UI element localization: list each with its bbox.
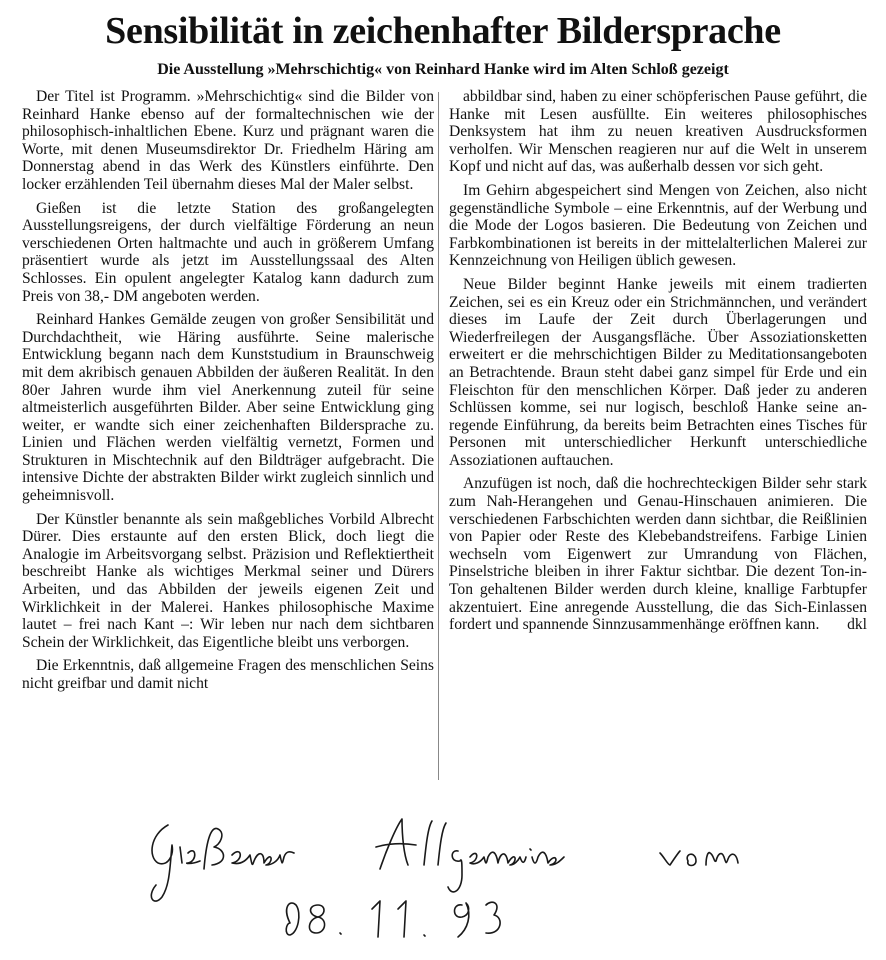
- article-subheadline: Die Ausstellung »Mehrschichtig« von Reinhard Hanke wird im Alten Schloß gezeigt: [157, 61, 729, 78]
- article-column-right: [449, 88, 867, 640]
- paragraph: Der Titel ist Programm. »Mehrschichtig« sind die Bilder von Reinhard Hanke ebenso auf der formaltechnischen wie der philosophisch-inhaltlichen Ebene. Kurz und prägnant waren die Worte, mit denen Museumsdirektor Dr. Friedhelm Häring am Donnerstag abend in das Werk des Künstlers einführte. Den locker erzählenden Teil übernahm dieses Mal der Maler selbst.: [22, 88, 434, 193]
- paragraph-final: [449, 475, 867, 633]
- paragraph: Die Erkenntnis, daß allgemeine Fragen des menschlichen Seins nicht greifbar und damit nicht: [22, 657, 434, 692]
- author-signature: dkl: [847, 616, 867, 634]
- handwriting-drawing: [140, 805, 820, 955]
- article-column-left: [22, 88, 434, 699]
- paragraph: Gießen ist die letzte Station des großangelegten Ausstellungsreigens, der durch vielfältige Förderung an neun verschiedenen Orten haltmachte und auch in größerem Umfang präsentiert wurde als jetzt im Ausstellungssaal des Alten Schlosses. Ein opulent angelegter Katalog kann dadurch zum Preis von 38,- DM angeboten werden.: [22, 199, 434, 305]
- article-headline: Sensibilität in zeichenhafter Bildersprache: [105, 10, 781, 52]
- paragraph: Reinhard Hankes Gemälde zeugen von großer Sensibilität und Durchdachtheit, wie Häring ausführte. Seine malerische Entwicklung begann nach dem Kunststudium in Braunschweig mit dem akribisch genauen Abbilden der äußeren Realität. In den 80er Jahren wurde ihm viel Anerkennung zuteil für seine altmeisterlich ausgeführten Bilder. Aber seine Entwicklung ging weiter, er wandte sich einer zeichenhaften Bildersprache zu. Linien und Flächen werden vielfältig vernetzt, Formen und Strukturen in Mischtechnik auf den Bildträger aufgebracht. Die intensive Dichte der abstrakten Bilder wirkt zugleich sinnlich und geheimnisvoll.: [22, 311, 434, 505]
- paragraph: abbildbar sind, haben zu einer schöpferischen Pause geführt, die Hanke mit Lesen ausfüllte. Ein weiteres philosophisches Denksystem hat ihm zu neuen kreativen Ausdrucksformen verholfen. Wir Menschen reagieren nur auf die Welt in unserem Kopf und nicht auf das, was außerhalb dessen vor sich geht.: [449, 88, 867, 176]
- paragraph-text: Anzufügen ist noch, daß die hochrechteckigen Bilder sehr stark zum Nah-Herangehen und Genau-Hinschauen animieren. Die verschiedenen Farbschichten werden dann sichtbar, die Reißlinien von Papier oder Reste des Klebebandstreifens. Farbige Linien wechseln vom Eigenwert zur Umrandung von Flächen, Pinselstriche bleiben in ihrer Faktur sichtbar. Die dezent Ton-in-Ton gehaltenen Bilder werden durch kleine, knallige Farbtupfer akzentuiert. Eine anregende Ausstellung, die das Sich-Einlassen fordert und spannende Sinnzusammenhänge eröffnen kann.: [449, 475, 867, 634]
- paragraph: Neue Bilder beginnt Hanke jeweils mit einem tradierten Zeichen, sei es ein Kreuz oder ein Strichmännchen, und verändert dieses im Laufe der Zeit durch Überlagerungen und Wiederfreilegen der Ausgangsfläche. Über Assoziationsketten erweitert er die mehrschichtigen Bilder zu Meditationsangeboten an Betrachtende. Braun steht dabei ganz simpel für Erde und ein Fleischton für den menschlichen Körper. Daß jeder zu anderen Schlüssen komme, sei nur logisch, beschloß Hanke seine anregende Einführung, da bereits beim Betrachten eines Tisches für Personen mit unterschiedlicher Herkunft unterschiedliche Assoziationen auftauchen.: [449, 275, 867, 469]
- paragraph: Im Gehirn abgespeichert sind Mengen von Zeichen, also nicht gegenständliche Symbole – eine Erkenntnis, auf der Werbung und die Mode der Logos basieren. Die Bedeutung von Zeichen und Farbkombinationen ist bereits in der mittelalterlichen Malerei zur Kennzeichnung von Heiligen üblich gewesen.: [449, 181, 867, 270]
- column-divider: [438, 92, 439, 780]
- paragraph: Der Künstler benannte als sein maßgebliches Vorbild Albrecht Dürer. Dies erstaunte auf den ersten Blick, doch liegt die Analogie im Arbeitsvorgang selbst. Präzision und Reflektiertheit beschreibt Hanke als wichtiges Merkmal seiner und Dürers Arbeiten, und das Abbilden der jeweils eigenen Zeit und Wirklichkeit in der Malerei. Hankes philosophische Maxime lautet – frei nach Kant –: Wir leben nur nach dem sichtbaren Schein der Wirklichkeit, das Eigentliche bleibt uns verborgen.: [22, 510, 434, 651]
- handwritten-source-note: [140, 805, 820, 955]
